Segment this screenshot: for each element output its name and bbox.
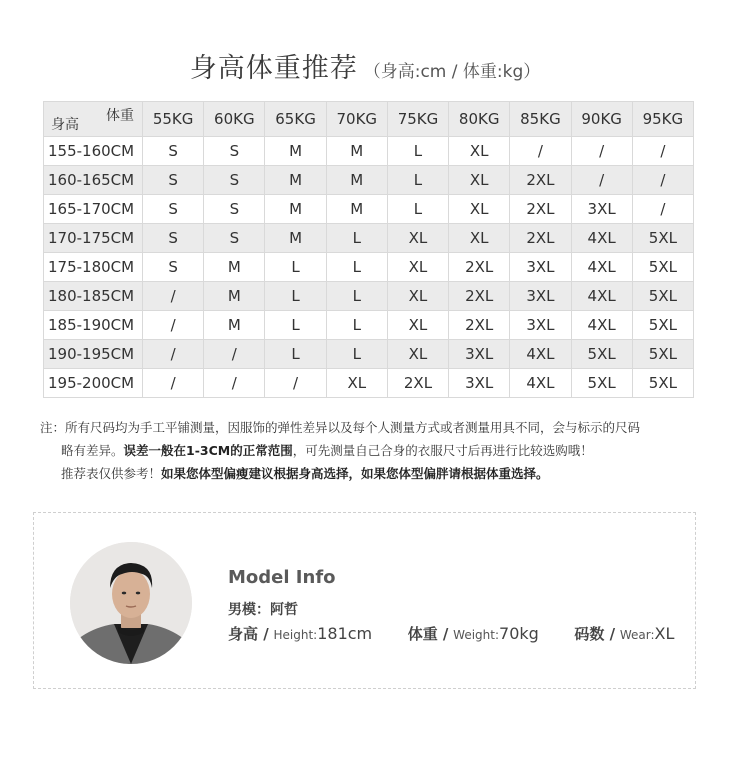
size-cell: 5XL — [632, 282, 693, 311]
height-range-cell: 175-180CM — [44, 253, 143, 282]
size-cell: 4XL — [510, 369, 571, 398]
height-range-cell: 180-185CM — [44, 282, 143, 311]
size-cell: S — [143, 195, 204, 224]
height-value: 181cm — [317, 624, 373, 643]
size-cell: / — [265, 369, 326, 398]
size-cell: 4XL — [571, 253, 632, 282]
size-cell: 5XL — [632, 253, 693, 282]
weight-label-cn: 体重 / — [407, 625, 449, 643]
size-cell: M — [204, 282, 265, 311]
size-cell: L — [326, 224, 387, 253]
size-cell: M — [265, 166, 326, 195]
size-cell: 2XL — [510, 166, 571, 195]
corner-weight-label: 体重 — [106, 108, 134, 124]
weight-header: 95KG — [632, 102, 693, 137]
height-range-cell: 165-170CM — [44, 195, 143, 224]
table-corner-cell — [44, 102, 143, 137]
size-cell: L — [326, 311, 387, 340]
size-table — [43, 101, 694, 398]
weight-header: 75KG — [387, 102, 448, 137]
size-cell: 5XL — [632, 340, 693, 369]
height-range-cell: 190-195CM — [44, 340, 143, 369]
size-cell: / — [571, 137, 632, 166]
size-cell: XL — [449, 224, 510, 253]
size-cell: 5XL — [632, 369, 693, 398]
size-cell: S — [204, 224, 265, 253]
size-cell: / — [143, 340, 204, 369]
size-cell: 2XL — [510, 195, 571, 224]
size-cell: M — [326, 195, 387, 224]
weight-header: 90KG — [571, 102, 632, 137]
note-text: ，可先测量自己合身的衣服尺寸后再进行比较选购哦！ — [292, 443, 593, 458]
size-cell: / — [143, 311, 204, 340]
size-cell: S — [143, 166, 204, 195]
note-line-1: 注：所有尺码均为手工平铺测量，因服饰的弹性差异以及每个人测量方式或者测量用具不同，会与标示的尺码 — [40, 420, 641, 435]
size-cell: 2XL — [387, 369, 448, 398]
size-cell: XL — [326, 369, 387, 398]
size-cell: L — [265, 282, 326, 311]
size-cell: / — [204, 340, 265, 369]
size-cell: L — [387, 166, 448, 195]
note-emphasis: 误差一般在1-3CM的正常范围 — [123, 443, 293, 458]
table-row — [44, 166, 694, 195]
size-cell: 4XL — [510, 340, 571, 369]
size-cell: M — [204, 253, 265, 282]
size-cell: 3XL — [510, 311, 571, 340]
note-line-3 — [40, 462, 705, 485]
size-cell: XL — [387, 253, 448, 282]
size-cell: 4XL — [571, 311, 632, 340]
weight-header: 65KG — [265, 102, 326, 137]
size-cell: XL — [387, 340, 448, 369]
size-cell: S — [143, 137, 204, 166]
size-cell: / — [143, 282, 204, 311]
size-cell: XL — [449, 195, 510, 224]
height-label-cn: 身高 / — [228, 625, 269, 643]
size-cell: 3XL — [510, 282, 571, 311]
size-cell: / — [571, 166, 632, 195]
size-cell: 3XL — [449, 340, 510, 369]
table-row — [44, 253, 694, 282]
height-range-cell: 185-190CM — [44, 311, 143, 340]
height-range-cell: 160-165CM — [44, 166, 143, 195]
table-row — [44, 137, 694, 166]
size-cell: 2XL — [449, 253, 510, 282]
weight-header: 80KG — [449, 102, 510, 137]
size-cell: L — [265, 253, 326, 282]
size-cell: / — [632, 137, 693, 166]
size-cell: L — [326, 282, 387, 311]
table-row — [44, 369, 694, 398]
corner-height-label: 身高 — [51, 117, 79, 133]
model-info-title: Model Info — [228, 567, 336, 588]
size-cell: XL — [387, 224, 448, 253]
table-row — [44, 195, 694, 224]
size-cell: M — [326, 166, 387, 195]
table-header-row — [44, 102, 694, 137]
weight-label-en: Weight: — [453, 628, 500, 642]
size-cell: 4XL — [571, 282, 632, 311]
size-cell: 2XL — [449, 282, 510, 311]
size-cell: / — [632, 195, 693, 224]
size-cell: 5XL — [571, 340, 632, 369]
table-row — [44, 282, 694, 311]
size-cell: 3XL — [571, 195, 632, 224]
size-cell: 4XL — [571, 224, 632, 253]
note-emphasis: 如果您体型偏瘦建议根据身高选择，如果您体型偏胖请根据体重选择。 — [161, 466, 549, 481]
size-cell: M — [265, 224, 326, 253]
size-cell: 2XL — [449, 311, 510, 340]
size-cell: 5XL — [571, 369, 632, 398]
size-cell: 2XL — [510, 224, 571, 253]
height-label-en: Height: — [273, 628, 318, 642]
size-cell: S — [204, 195, 265, 224]
size-cell: S — [143, 224, 204, 253]
note-text: 推荐表仅供参考！ — [61, 466, 162, 481]
weight-header: 55KG — [143, 102, 204, 137]
note-line-2 — [40, 439, 705, 462]
table-row — [44, 311, 694, 340]
size-cell: S — [143, 253, 204, 282]
table-row — [44, 224, 694, 253]
wear-label-en: Wear: — [619, 628, 655, 642]
size-cell: S — [204, 137, 265, 166]
height-range-cell: 195-200CM — [44, 369, 143, 398]
size-cell: XL — [387, 311, 448, 340]
title-units: （身高:cm / 体重:kg） — [363, 62, 541, 82]
size-cell: L — [387, 195, 448, 224]
height-range-cell: 170-175CM — [44, 224, 143, 253]
weight-header: 60KG — [204, 102, 265, 137]
size-cell: XL — [449, 166, 510, 195]
height-range-cell: 155-160CM — [44, 137, 143, 166]
size-cell: 3XL — [449, 369, 510, 398]
note-text: 略有差异。 — [61, 443, 124, 458]
weight-header: 85KG — [510, 102, 571, 137]
size-cell: XL — [387, 282, 448, 311]
model-name: 男模：阿哲 — [228, 602, 298, 618]
weight-value: 70kg — [499, 624, 539, 643]
size-cell: M — [204, 311, 265, 340]
size-cell: M — [326, 137, 387, 166]
size-cell: / — [204, 369, 265, 398]
size-cell: L — [265, 340, 326, 369]
title-main: 身高体重推荐 — [189, 53, 358, 84]
model-portrait-icon — [70, 542, 192, 664]
table-row — [44, 340, 694, 369]
size-cell: S — [204, 166, 265, 195]
wear-label-cn: 码数 / — [574, 625, 616, 643]
size-cell: 5XL — [632, 224, 693, 253]
model-stats — [228, 623, 674, 644]
size-notes — [40, 416, 705, 485]
size-cell: 5XL — [632, 311, 693, 340]
size-cell: / — [143, 369, 204, 398]
model-avatar — [70, 542, 192, 664]
chart-title — [0, 46, 730, 85]
size-cell: L — [326, 340, 387, 369]
size-cell: / — [632, 166, 693, 195]
size-cell: / — [510, 137, 571, 166]
size-cell: M — [265, 137, 326, 166]
size-cell: L — [326, 253, 387, 282]
size-cell: M — [265, 195, 326, 224]
size-cell: L — [387, 137, 448, 166]
size-cell: 3XL — [510, 253, 571, 282]
model-info-card — [33, 512, 696, 689]
wear-value: XL — [654, 624, 675, 643]
size-cell: XL — [449, 137, 510, 166]
weight-header: 70KG — [326, 102, 387, 137]
size-cell: L — [265, 311, 326, 340]
